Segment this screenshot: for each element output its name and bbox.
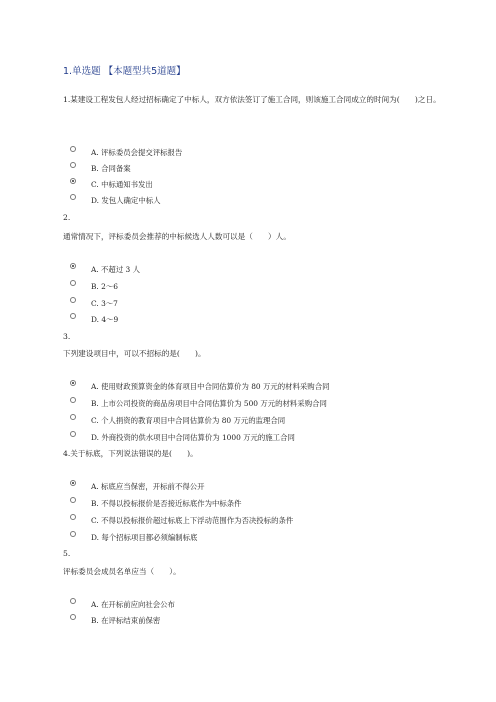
radio-icon[interactable] (70, 178, 76, 184)
question-2-text: 通常情况下，评标委员会推荐的中标候选人人数可以是（ ）人。 (63, 232, 291, 241)
question-1-option-a[interactable] (70, 146, 182, 158)
question-4-option-b[interactable] (70, 497, 242, 509)
option-label: B. 2～6 (91, 281, 118, 291)
radio-icon[interactable] (70, 531, 76, 537)
question-2-option-c[interactable] (70, 297, 118, 309)
question-1-option-b[interactable] (70, 162, 131, 174)
radio-icon[interactable] (70, 297, 76, 303)
option-label: C. 不得以投标报价超过标底上下浮动范围作为否决投标的条件 (91, 515, 294, 525)
question-4-option-a[interactable] (70, 480, 205, 492)
question-3-number: 3. (63, 332, 71, 341)
question-3-option-a[interactable] (70, 380, 329, 392)
radio-icon[interactable] (70, 313, 76, 319)
question-5-option-b[interactable] (70, 614, 160, 626)
question-1-text: 1.某建设工程发包人经过招标确定了中标人，双方依法签订了施工合同，则该施工合同成立的时间为( )之日。 (63, 95, 441, 104)
radio-icon[interactable] (70, 497, 76, 503)
option-label: B. 在评标结束前保密 (91, 615, 161, 625)
radio-icon[interactable] (70, 263, 76, 269)
radio-icon[interactable] (70, 280, 76, 286)
section-header: 1.单选题 【本题型共5道题】 (63, 66, 186, 77)
option-label: B. 上市公司投资的商品房项目中合同估算价为 500 万元的材料采购合同 (91, 398, 327, 408)
option-label: A. 不超过 3 人 (91, 264, 140, 274)
question-4-option-c[interactable] (70, 514, 293, 526)
question-2-option-a[interactable] (70, 263, 140, 275)
option-label: A. 标底应当保密，开标前不得公开 (91, 481, 205, 491)
option-label: A. 使用财政预算资金的体育项目中合同估算价为 80 万元的材料采购合同 (91, 381, 330, 391)
option-label: D. 外商投资的供水项目中合同估算价为 1000 万元的施工合同 (91, 432, 295, 442)
radio-icon[interactable] (70, 162, 76, 168)
question-3-option-d[interactable] (70, 431, 295, 443)
radio-icon[interactable] (70, 414, 76, 420)
question-5-text: 评标委员会成员名单应当（ ）。 (63, 567, 181, 576)
question-1-option-c[interactable] (70, 178, 153, 190)
radio-icon[interactable] (70, 480, 76, 486)
option-label: A. 在开标前应向社会公布 (91, 599, 175, 609)
radio-icon[interactable] (70, 194, 76, 200)
option-label: D. 每个招标项目都必须编制标底 (91, 532, 198, 542)
radio-icon[interactable] (70, 146, 76, 152)
option-label: C. 3～7 (91, 298, 118, 308)
radio-icon[interactable] (70, 514, 76, 520)
option-label: C. 个人捐资的教育项目中合同估算价为 80 万元的监理合同 (91, 415, 286, 425)
radio-icon[interactable] (70, 431, 76, 437)
radio-icon[interactable] (70, 598, 76, 604)
radio-icon[interactable] (70, 614, 76, 620)
question-1-option-d[interactable] (70, 194, 161, 206)
option-label: B. 合同备案 (91, 163, 131, 173)
question-4-text: 4.关于标底，下列说法错误的是( )。 (63, 449, 198, 458)
question-3-option-b[interactable] (70, 397, 327, 409)
question-3-option-c[interactable] (70, 414, 285, 426)
option-label: D. 4～9 (91, 314, 119, 324)
question-2-option-b[interactable] (70, 280, 118, 292)
question-5-option-a[interactable] (70, 598, 175, 610)
question-2-option-d[interactable] (70, 313, 118, 325)
question-2-number: 2. (63, 213, 71, 222)
option-label: C. 中标通知书发出 (91, 179, 153, 189)
question-5-number: 5. (63, 549, 71, 558)
question-3-text: 下列建设项目中，可以不招标的是( )。 (63, 349, 206, 358)
option-label: B. 不得以投标报价是否接近标底作为中标条件 (91, 498, 242, 508)
radio-icon[interactable] (70, 397, 76, 403)
radio-icon[interactable] (70, 380, 76, 386)
option-label: A. 评标委员会提交评标报告 (91, 147, 183, 157)
option-label: D. 发包人确定中标人 (91, 195, 161, 205)
question-4-option-d[interactable] (70, 531, 197, 543)
